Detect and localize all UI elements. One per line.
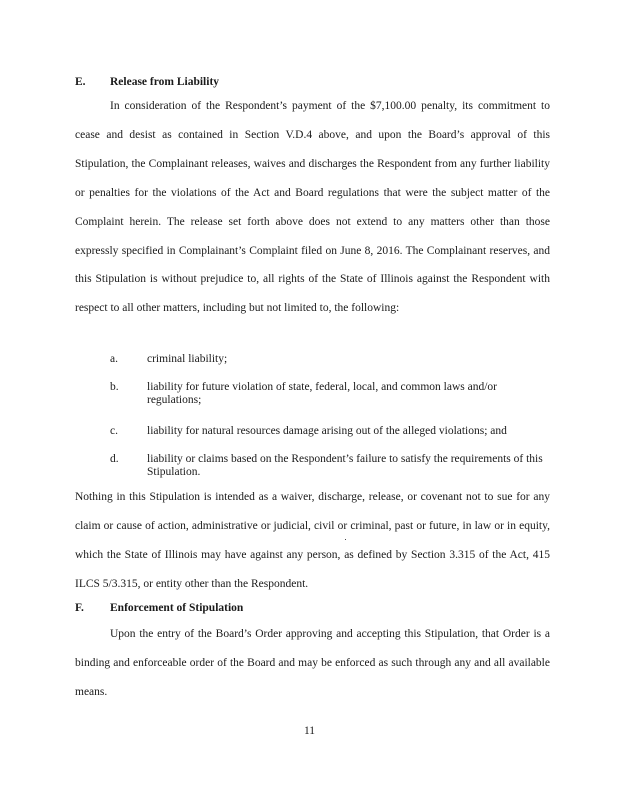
page-number: 11 [303, 725, 316, 737]
list-text: criminal liability; [147, 353, 228, 365]
section-e-paragraph: In consideration of the Respondent’s payment of the $7,100.00 penalty, its commitment to cease and desist as contained in Section V.D.4 above, and upon the Board’s approval of this Stipulation, the Complainant releases, waives and discharges the Respondent from any further liability or penalties for the violations of the Act and Board regulations that were the subject matter of the Complaint herein. The release set forth above does not extend to any matters other than those expressly specified in Complainant’s Complaint filed on June 8, 2016. The Complainant reserves, and this Stipulation is without prejudice to, all rights of the State of Illinois against the Respondent with respect to all other matters, including but not limited to, the following: [75, 100, 550, 315]
list-marker: d. [110, 453, 119, 465]
section-f-paragraph: Upon the entry of the Board’s Order approving and accepting this Stipulation, that Order is a binding and enforceable order of the Board and may be enforced as such through any and all available means. [75, 628, 550, 698]
list-marker: a. [110, 353, 118, 365]
scan-speck [345, 539, 346, 540]
list-text: liability for natural resources damage arising out of the alleged violations; and [147, 425, 507, 437]
section-f-title: Enforcement of Stipulation [110, 602, 244, 614]
section-e-letter: E. [75, 76, 86, 88]
list-text: liability for future violation of state, federal, local, and common laws and/or regulations; [147, 381, 498, 406]
section-e-title: Release from Liability [110, 76, 220, 88]
section-f-letter: F. [75, 602, 84, 614]
list-marker: c. [110, 425, 118, 437]
list-text: liability or claims based on the Respondent’s failure to satisfy the requirements of this Stipulation. [147, 453, 543, 478]
list-marker: b. [110, 381, 119, 393]
section-e-closing-paragraph: Nothing in this Stipulation is intended as a waiver, discharge, release, or covenant not to sue for any claim or cause of action, administrative or judicial, civil or criminal, past or future, in law or in equity, which the State of Illinois may have against any person, as defined by Section 3.315 of the Act, 415 ILCS 5/3.315, or entity other than the Respondent. [75, 491, 550, 590]
